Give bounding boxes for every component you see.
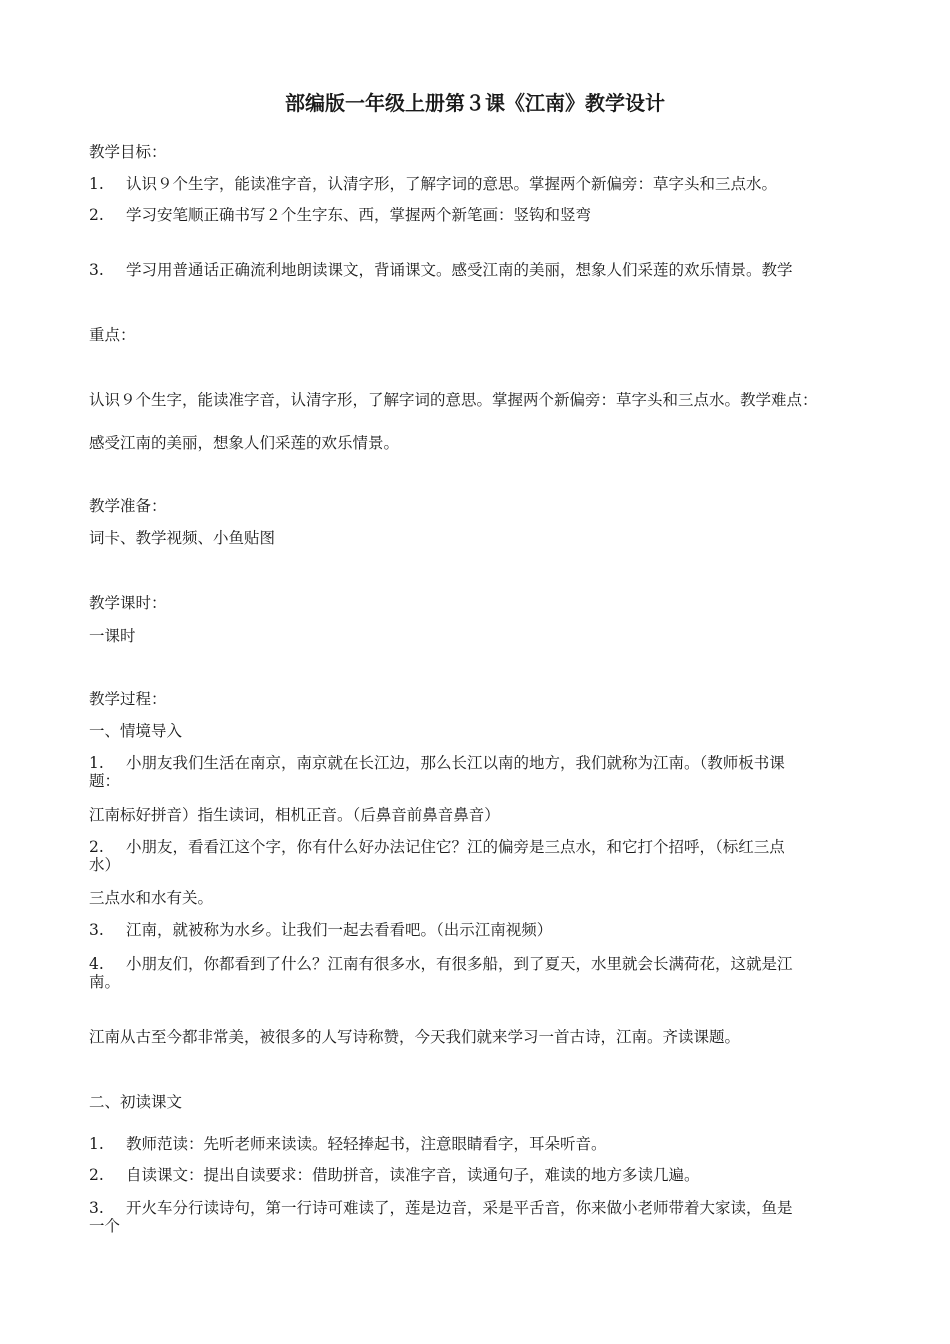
step-text-wrap: 一个 — [89, 1217, 121, 1235]
goals-heading: 教学目标： — [89, 143, 167, 161]
step-text-wrap: 水） — [89, 856, 121, 874]
step-text: 小朋友我们生活在南京，南京就在长江边，那么长江以南的地方，我们就称为江南。（教师板书课 — [126, 754, 785, 772]
goal-text: 学习用普通话正确流利地朗读课文，背诵课文。感受江南的美丽，想象人们采莲的欢乐情景。教学 — [126, 261, 793, 279]
section-heading: 一、情境导入 — [89, 722, 183, 740]
step-text-wrap: 南。 — [89, 973, 121, 991]
step-text-wrap: 题： — [89, 772, 121, 790]
step-number: 4. — [89, 955, 104, 973]
process-heading: 教学过程： — [89, 690, 167, 708]
goal-number: 1. — [89, 175, 104, 193]
step-continuation: 三点水和水有关。 — [89, 889, 214, 907]
step-text: 自读课文：提出自读要求：借助拼音，读准字音，读通句子，难读的地方多读几遍。 — [126, 1166, 700, 1184]
step-number: 2. — [89, 1166, 104, 1184]
section-closing: 江南从古至今都非常美，被很多的人写诗称赞，今天我们就来学习一首古诗，江南。齐读课题。 — [89, 1028, 741, 1046]
key-points-text: 认识９个生字，能读准字音，认清字形，了解字词的意思。掌握两个新偏旁：草字头和三点水。教学难点： — [89, 391, 818, 409]
step-text: 小朋友们，你都看到了什么？江南有很多水，有很多船，到了夏天，水里就会长满荷花，这就是江 — [126, 955, 793, 973]
step-number: 1. — [89, 1135, 104, 1153]
step-continuation: 江南标好拼音）指生读词，相机正音。（后鼻音前鼻音鼻音） — [89, 806, 500, 824]
step-number: 3. — [89, 1199, 104, 1217]
step-number: 3. — [89, 921, 104, 939]
section-heading: 二、初读课文 — [89, 1093, 183, 1111]
goal-text: 学习安笔顺正确书写２个生字东、西，掌握两个新笔画：竖钩和竖弯 — [126, 206, 592, 224]
key-points-heading: 重点： — [89, 326, 136, 344]
goal-number: 2. — [89, 206, 104, 224]
step-number: 1. — [89, 754, 104, 772]
step-text: 江南，就被称为水乡。让我们一起去看看吧。（出示江南视频） — [126, 921, 553, 939]
duration-heading: 教学课时： — [89, 594, 167, 612]
step-number: 2. — [89, 838, 104, 856]
document-title: 部编版一年级上册第３课《江南》教学设计 — [285, 91, 665, 115]
goal-text: 认识９个生字，能读准字音，认清字形，了解字词的意思。掌握两个新偏旁：草字头和三点水。 — [126, 175, 778, 193]
step-text: 小朋友，看看江这个字，你有什么好办法记住它？江的偏旁是三点水，和它打个招呼，（标红三点 — [126, 838, 785, 856]
preparation-text: 词卡、教学视频、小鱼贴图 — [89, 529, 276, 547]
difficulty-text: 感受江南的美丽，想象人们采莲的欢乐情景。 — [89, 434, 400, 452]
goal-number: 3. — [89, 261, 104, 279]
step-text: 开火车分行读诗句，第一行诗可难读了，莲是边音，采是平舌音，你来做小老师带着大家读，鱼是 — [126, 1199, 793, 1217]
preparation-heading: 教学准备： — [89, 497, 167, 515]
step-text: 教师范读：先听老师来读读。轻轻捧起书，注意眼睛看字，耳朵听音。 — [126, 1135, 607, 1153]
duration-text: 一课时 — [89, 627, 136, 645]
